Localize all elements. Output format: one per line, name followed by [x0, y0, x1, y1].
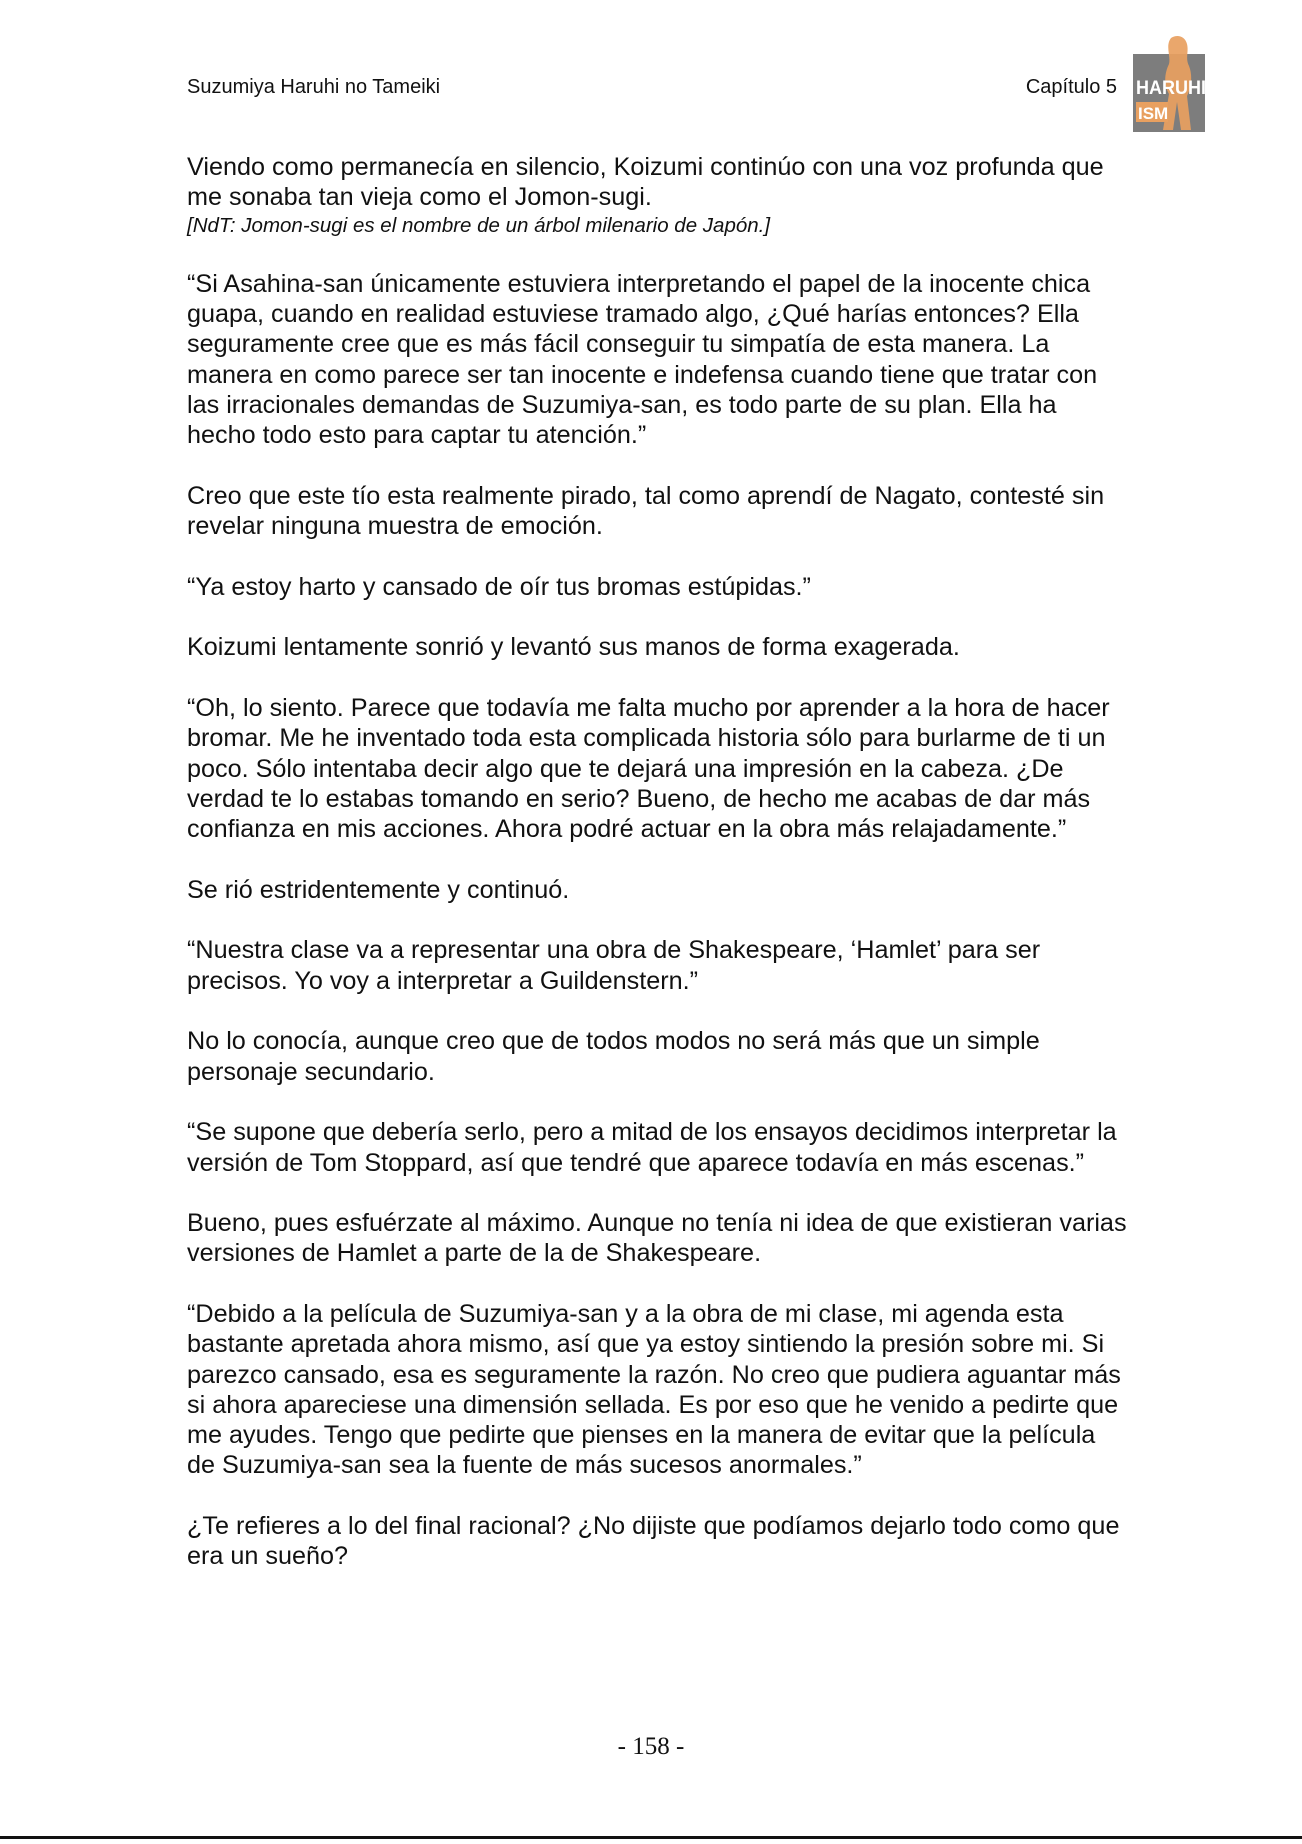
page-header [187, 76, 1117, 106]
paragraph: No lo conocía, aunque creo que de todos modos no será más que un simple personaje secundario. [187, 1027, 1040, 1086]
paragraph: ¿Te refieres a lo del final racional? ¿No dijiste que podíamos dejarlo todo como que era un sueño? [187, 1512, 1120, 1571]
logo-text-top: HARUHI [1136, 78, 1206, 99]
paragraph: Koizumi lentamente sonrió y levantó sus manos de forma exagerada. [187, 633, 960, 662]
translator-note: [NdT: Jomon-sugi es el nombre de un árbol milenario de Japón.] [187, 213, 771, 237]
paragraph: “Se supone que debería serlo, pero a mitad de los ensayos decidimos interpretar la versión de Tom Stoppard, así que tendré que aparece todavía en más escenas.” [187, 1118, 1117, 1177]
paragraph: “Debido a la película de Suzumiya-san y a la obra de mi clase, mi agenda esta bastante apretada ahora mismo, así que ya estoy sintiendo la presión sobre mi. Si parezco cansado, esa es seguramente la razón. No creo que pudiera aguantar más si ahora apareciese una dimensión sellada. Es por eso que he venido a pedirte que me ayudes. Tengo que pedirte que pienses en la manera de evitar que la película de Suzumiya-san sea la fuente de más sucesos anormales.” [187, 1299, 1121, 1480]
book-title: Suzumiya Haruhi no Tameiki [187, 76, 441, 98]
paragraph [187, 152, 1127, 239]
paragraph: Se rió estridentemente y continuó. [187, 875, 570, 904]
paragraph-text: Viendo como permanecía en silencio, Koizumi continúo con una voz profunda que me sonaba tan vieja como el Jomon-sugi. [187, 153, 1104, 212]
paragraph: “Ya estoy harto y cansado de oír tus bromas estúpidas.” [187, 572, 811, 601]
paragraph: “Si Asahina-san únicamente estuviera interpretando el papel de la inocente chica guapa, cuando en realidad estuviese tramado algo, ¿Qué harías entonces? Ella seguramente cree que es más fácil conseguir tu simpatía de esta manera. La manera en como parece ser tan inocente e indefensa cuando tiene que tratar con las irracionales demandas de Suzumiya-san, es todo parte de su plan. Ella ha hecho todo esto para captar tu atención.” [187, 269, 1098, 450]
paragraph: Bueno, pues esfuérzate al máximo. Aunque no tenía ni idea de que existieran varias versiones de Hamlet a parte de la de Shakespeare. [187, 1209, 1127, 1268]
logo-text-bottom: ISM [1138, 104, 1169, 123]
paragraph: Creo que este tío esta realmente pirado, tal como aprendí de Nagato, contesté sin revelar ninguna muestra de emoción. [187, 481, 1105, 541]
paragraph: “Oh, lo siento. Parece que todavía me falta mucho por aprender a la hora de hacer bromar. Me he inventado toda esta complicada historia sólo para burlarme de ti un poco. Sólo intentaba decir algo que te dejará una impresión en la cabeza. ¿De verdad te lo estabas tomando en serio? Bueno, de hecho me acabas de dar más confianza en mis acciones. Ahora podré actuar en la obra más relajadamente.” [187, 694, 1110, 844]
page-number: - 158 - [617, 1733, 685, 1760]
page-body [187, 152, 1127, 1602]
haruhi-ism-logo [1133, 34, 1209, 134]
chapter-label: Capítulo 5 [1025, 76, 1117, 98]
bottom-divider [0, 1836, 1302, 1839]
paragraph: “Nuestra clase va a representar una obra de Shakespeare, ‘Hamlet’ para ser precisos. Yo voy a interpretar a Guildenstern.” [187, 936, 1041, 995]
